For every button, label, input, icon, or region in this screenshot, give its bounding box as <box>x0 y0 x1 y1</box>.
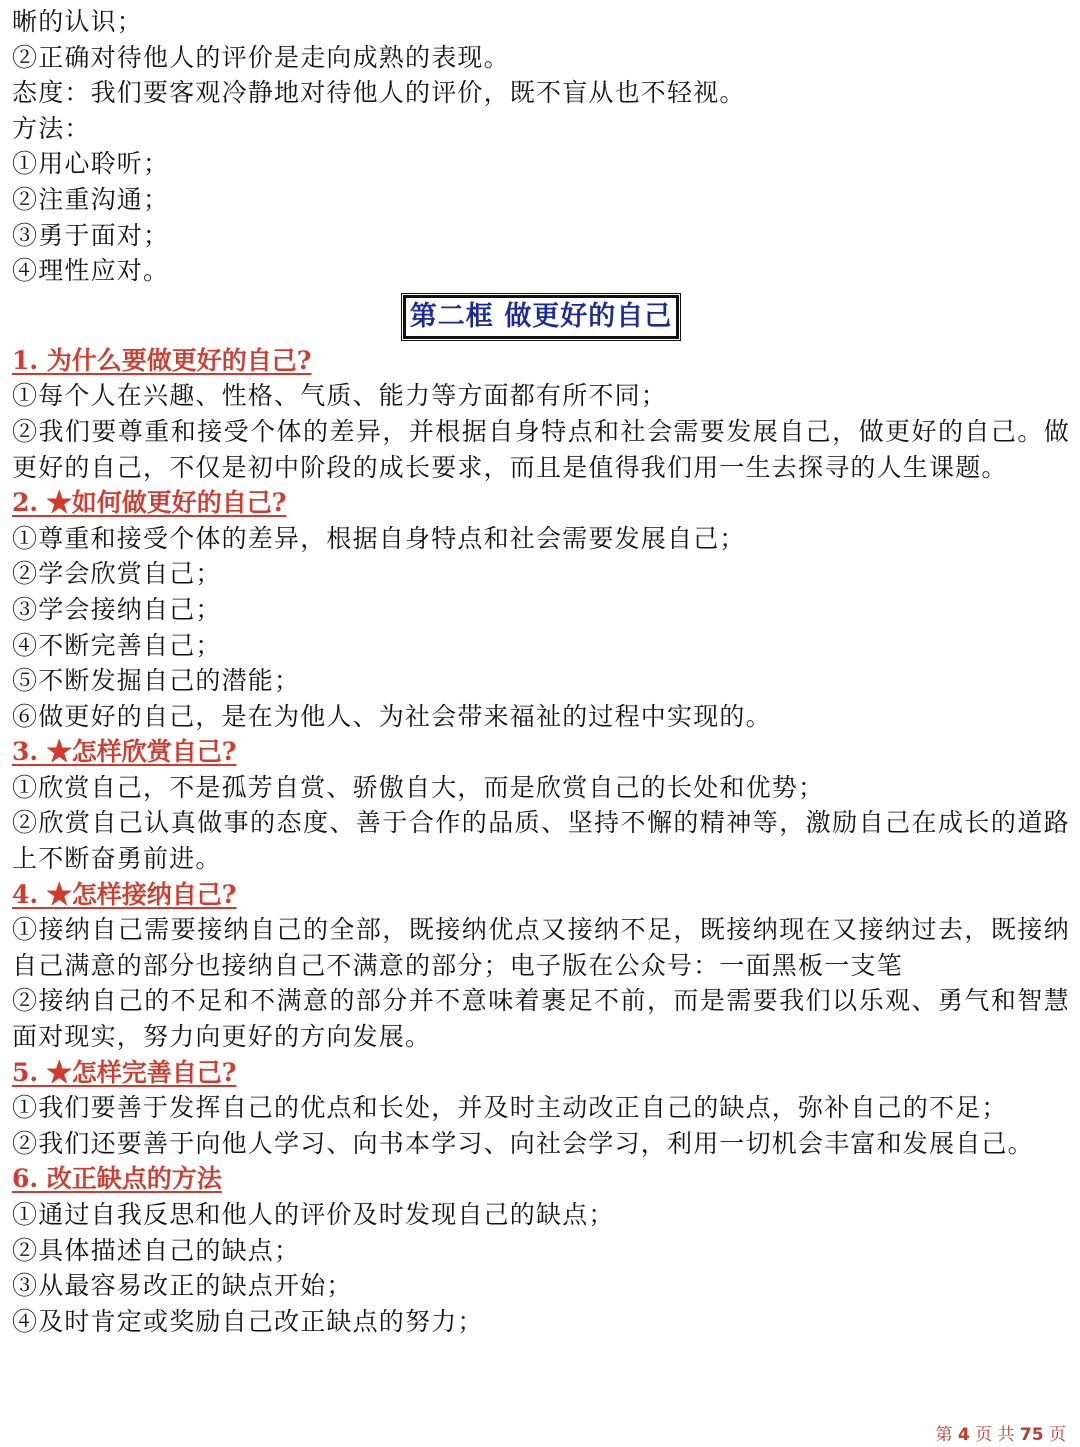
section-paragraph: ①每个人在兴趣、性格、气质、能力等方面都有所不同； <box>12 381 668 411</box>
text-line: ③勇于面对； <box>12 220 170 250</box>
section-heading: 4. ★怎样接纳自己? <box>12 879 237 909</box>
section-heading: 6. 改正缺点的方法 <box>12 1164 222 1194</box>
current-page-number: 4 <box>957 1425 970 1445</box>
section-heading: 3. ★怎样欣赏自己? <box>12 737 237 767</box>
text-line: ①用心聆听； <box>12 149 170 179</box>
section-3 <box>12 734 1070 876</box>
section-paragraph: ②欣赏自己认真做事的态度、善于合作的品质、坚持不懈的精神等，激励自己在成长的道路上不断奋勇前进。 <box>12 808 1070 874</box>
document-page <box>12 4 1070 1339</box>
footer-prefix: 第 <box>935 1425 953 1445</box>
section-4 <box>12 877 1070 1055</box>
section-paragraph: ②接纳自己的不足和不满意的部分并不意味着裹足不前，而是需要我们以乐观、勇气和智慧面对现实，努力向更好的方向发展。 <box>12 986 1070 1052</box>
section-paragraph: ①接纳自己需要接纳自己的全部，既接纳优点又接纳不足，既接纳现在又接纳过去，既接纳自己满意的部分也接纳自己不满意的部分；电子版在公众号：一面黑板一支笔 <box>12 915 1070 980</box>
section-paragraph: ⑤不断发掘自己的潜能； <box>12 666 301 696</box>
text-line: 方法： <box>12 113 91 143</box>
section-paragraph: ③从最容易改正的缺点开始； <box>12 1271 353 1301</box>
section-6 <box>12 1161 1070 1339</box>
section-heading: 2. ★如何做更好的自己? <box>12 488 287 518</box>
section-paragraph: ②我们还要善于向他人学习、向书本学习、向社会学习，利用一切机会丰富和发展自己。 <box>12 1128 1034 1158</box>
section-paragraph: ③学会接纳自己； <box>12 594 222 624</box>
section-paragraph: ②我们要尊重和接受个体的差异，并根据自身特点和社会需要发展自己，做更好的自己。做更好的自己，不仅是初中阶段的成长要求，而且是值得我们用一生去探寻的人生课题。 <box>12 416 1070 482</box>
top-lines <box>12 4 1070 289</box>
section-5 <box>12 1055 1070 1162</box>
text-line: 态度：我们要客观冷静地对待他人的评价，既不盲从也不轻视。 <box>12 78 746 108</box>
section-paragraph: ②学会欣赏自己； <box>12 559 222 589</box>
section-paragraph: ①我们要善于发挥自己的优点和长处，并及时主动改正自己的缺点，弥补自己的不足； <box>12 1093 1008 1123</box>
section-paragraph: ①通过自我反思和他人的评价及时发现自己的缺点； <box>12 1200 615 1229</box>
section-paragraph: ①欣赏自己，不是孤芳自赏、骄傲自大，而是欣赏自己的长处和优势； <box>12 772 825 802</box>
text-line: ④理性应对。 <box>12 256 170 286</box>
frame-title-wrap <box>12 291 1070 343</box>
page-number-footer <box>935 1420 1066 1445</box>
section-paragraph: ④及时肯定或奖励自己改正缺点的努力； <box>12 1306 484 1336</box>
text-line: 晰的认识； <box>12 7 144 36</box>
section-2 <box>12 485 1070 734</box>
section-heading: 5. ★怎样完善自己? <box>12 1057 237 1087</box>
text-line: ②正确对待他人的评价是走向成熟的表现。 <box>12 42 510 72</box>
footer-suffix: 页 <box>1049 1425 1066 1445</box>
section-heading: 1. 为什么要做更好的自己? <box>12 345 312 375</box>
section-paragraph: ⑥做更好的自己，是在为他人、为社会带来福祉的过程中实现的。 <box>12 701 772 731</box>
section-paragraph: ②具体描述自己的缺点； <box>12 1235 301 1265</box>
section-paragraph: ①尊重和接受个体的差异，根据自身特点和社会需要发展自己； <box>12 523 746 553</box>
section-paragraph: ④不断完善自己； <box>12 630 222 660</box>
footer-middle: 页 共 <box>975 1425 1015 1445</box>
total-pages-number: 75 <box>1019 1425 1044 1445</box>
text-line: ②注重沟通； <box>12 184 170 214</box>
frame-title: 第二框 做更好的自己 <box>403 295 679 339</box>
section-1 <box>12 343 1070 485</box>
